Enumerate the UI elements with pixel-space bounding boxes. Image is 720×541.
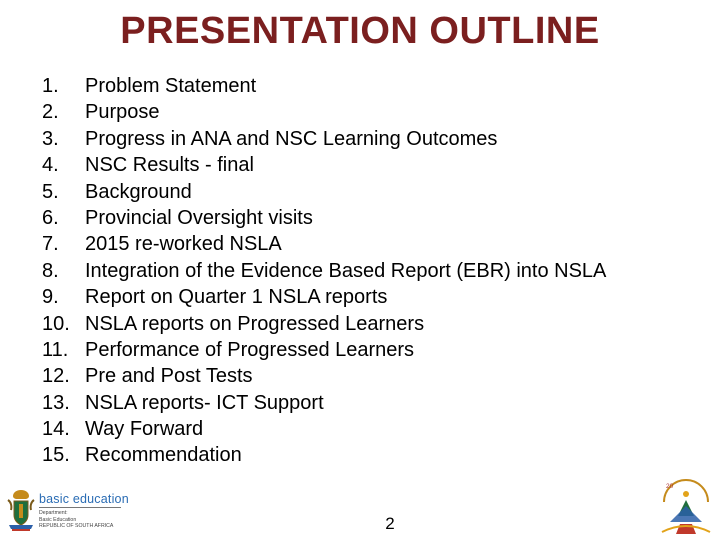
item-text: NSC Results - final [85,154,254,177]
brand-divider [39,507,121,508]
item-text: Progress in ANA and NSC Learning Outcomes [85,127,498,150]
outline-list [42,73,702,469]
list-item [42,311,702,337]
brand-line: REPUBLIC OF SOUTH AFRICA [39,523,114,529]
list-item [42,152,702,178]
item-number: 2. [42,101,59,124]
item-number: 14. [42,418,70,441]
item-text: Problem Statement [85,75,257,97]
page-number: 2 [385,514,395,533]
item-number: 10. [42,312,70,335]
item-text: Pre and Post Tests [85,365,253,388]
item-number: 1. [42,75,59,97]
item-text: Report on Quarter 1 NSLA reports [85,286,388,309]
brand-line: Department: [39,510,68,516]
svg-text:20: 20 [666,483,674,490]
item-number: 11. [42,338,69,361]
list-item [42,258,702,284]
list-item [42,284,702,310]
list-item [42,205,702,231]
item-text: Recommendation [85,444,242,467]
item-text: Integration of the Evidence Based Report (EBR) into NSLA [85,259,607,282]
item-text: Background [85,180,192,203]
list-item [42,337,702,363]
list-item [42,99,702,125]
item-number: 12. [42,365,70,388]
anniversary-logo-icon [656,472,716,536]
item-text: 2015 re-worked NSLA [85,233,282,256]
item-text: Performance of Progressed Learners [85,338,415,361]
item-text: NSLA reports on Progressed Learners [85,312,425,335]
item-number: 15. [42,444,70,467]
list-item [42,363,702,389]
anniversary-logo [656,472,716,536]
list-item [42,442,702,468]
list-item [42,179,702,205]
list-item [42,416,702,442]
list-item [42,390,702,416]
item-text: Purpose [85,101,160,124]
brand-line: Basic Education [39,516,77,523]
list-item [42,231,702,257]
item-text: Provincial Oversight visits [85,206,313,229]
item-number: 5. [42,180,59,203]
item-number: 4. [42,154,59,177]
item-number: 9. [42,286,59,309]
brand-block [39,492,129,530]
item-number: 13. [42,391,70,414]
coat-of-arms-icon [4,488,38,534]
item-number: 6. [42,206,59,229]
item-number: 3. [42,127,59,150]
item-number: 7. [42,233,59,256]
slide-title: PRESENTATION OUTLINE [120,10,600,52]
brand-name: basic education [39,492,129,506]
list-item [42,73,702,99]
item-text: Way Forward [85,418,204,441]
item-number: 8. [42,259,59,282]
item-text: NSLA reports- ICT Support [85,391,324,414]
list-item [42,126,702,152]
